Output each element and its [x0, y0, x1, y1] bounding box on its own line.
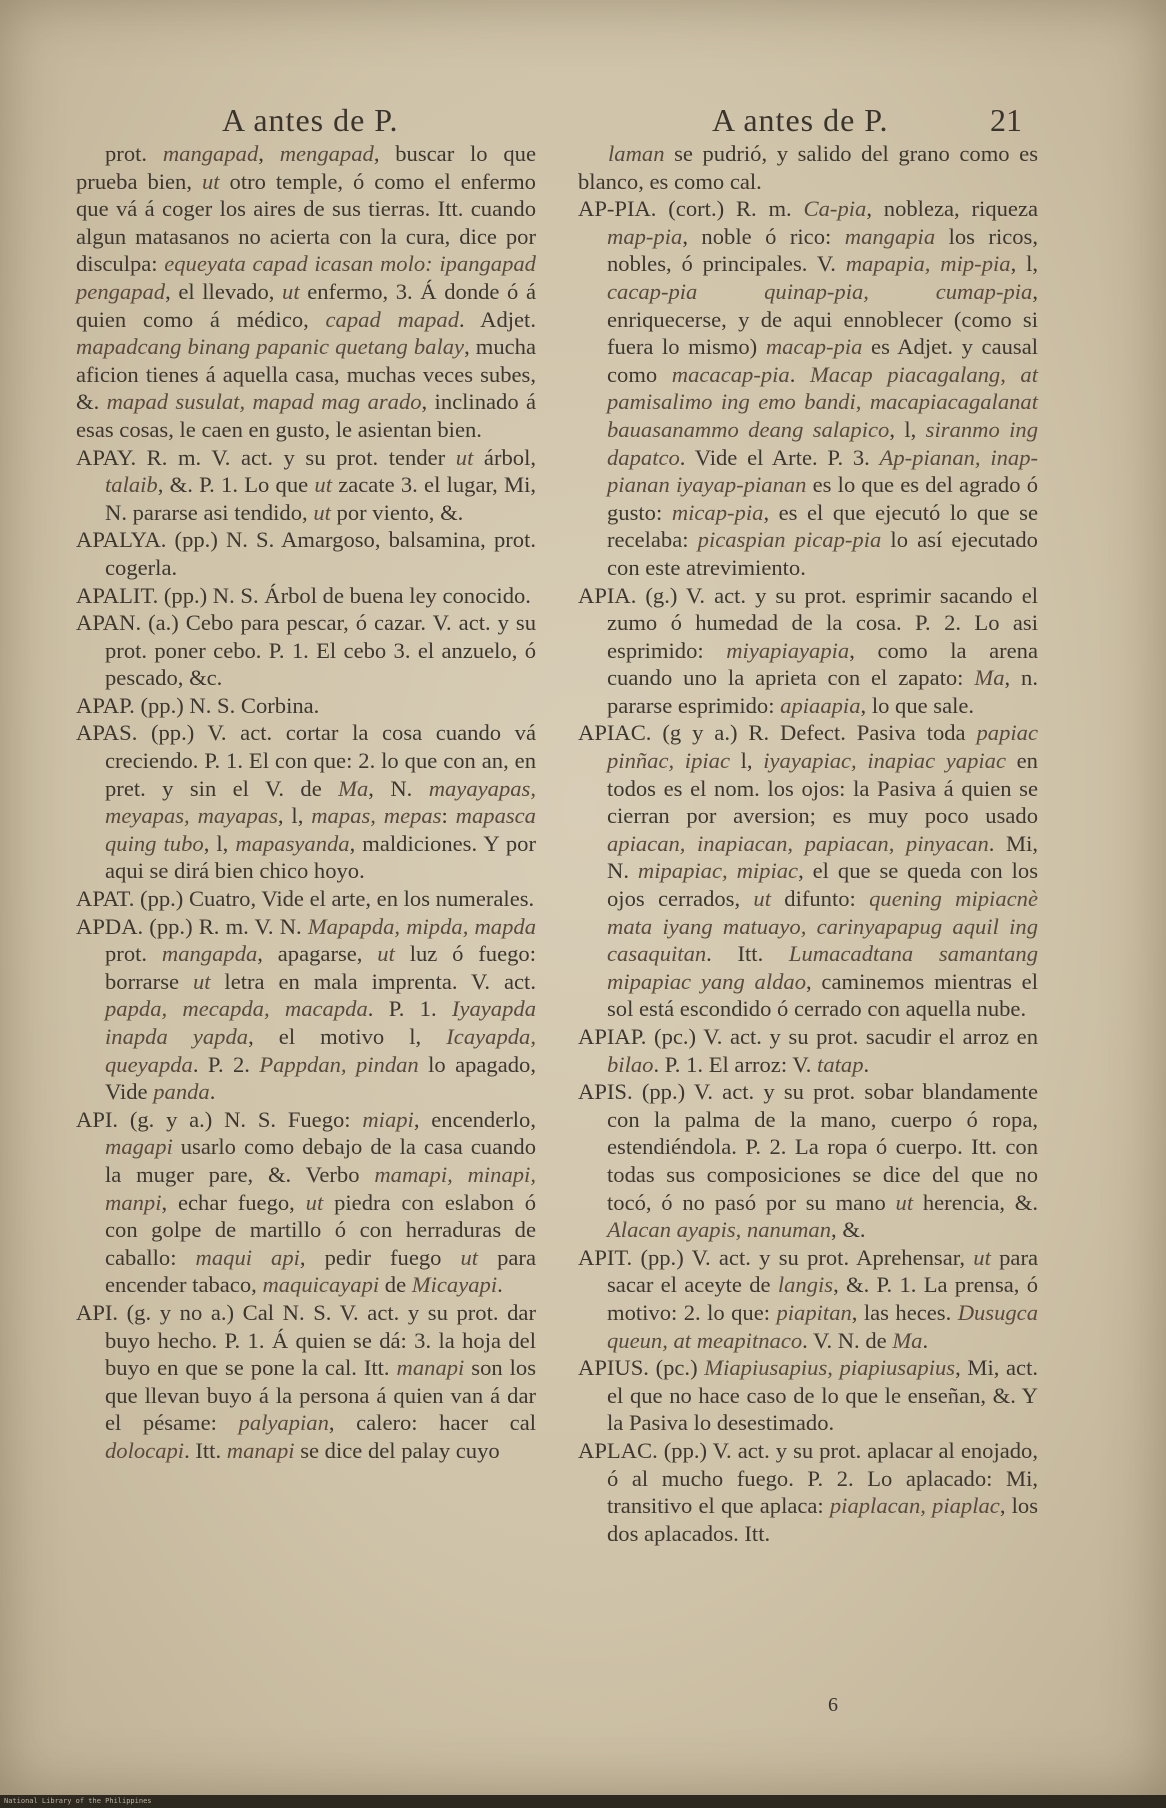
right-column: [578, 140, 1038, 1547]
entry-text: , echar fuego,: [161, 1189, 306, 1215]
entry-term: siranmo ing dapatco: [607, 416, 1038, 470]
entry-text: en todos es el nom. los ojos: la Pasiva á quien se cierran por aversion; es muy poco usado: [607, 748, 1038, 829]
entry-text: , el motivo l,: [248, 1024, 447, 1049]
entry-term: manapi: [396, 1355, 465, 1381]
entry-term: iyayapiac, inapiac yapiac: [763, 748, 1006, 774]
entry-text: es Adjet. y causal como: [607, 334, 1038, 387]
entry-text: prot.: [105, 141, 163, 166]
entry-text: , inclinado á esas cosas, le caen en gusto, le asientan bien.: [76, 389, 536, 442]
entry-term: ut: [377, 941, 395, 967]
entry-text: , l,: [277, 803, 312, 829]
entry-text: .: [497, 1272, 503, 1298]
entry-text: .: [922, 1327, 929, 1353]
entry-text: . Itt.: [706, 941, 789, 967]
entry-text: .: [863, 1051, 870, 1077]
dictionary-entry: [76, 1106, 536, 1299]
entry-term: papda, mecapda, macapda: [105, 996, 368, 1022]
entry-text: , nobleza, riqueza: [866, 196, 1038, 222]
dictionary-entry: [76, 1299, 536, 1465]
entry-term: picaspian picap-pia: [697, 527, 882, 553]
entry-term: Miapiusapius, piapiusapius: [704, 1355, 956, 1381]
entry-term: ut: [314, 472, 332, 498]
entry-term: mipapiac, mipiac: [637, 858, 799, 884]
entry-term: equeyata capad icasan molo: ipangapad pengapad: [76, 251, 536, 304]
entry-text: , &. P. 1. La prensa, ó motivo: 2. lo que:: [607, 1272, 1038, 1325]
entry-term: manapi: [226, 1437, 295, 1463]
entry-text: prot.: [105, 941, 162, 967]
entry-text: API. (g. y no a.) Cal N. S. V. act. y su prot. dar buyo hecho. P. 1. Á quien se dá: 3. la hoja del buyo en que se pone la cal. Itt.: [76, 1299, 536, 1381]
dictionary-entry: [578, 719, 1038, 1023]
entry-text: . Vide el Arte. P. 3.: [679, 444, 880, 470]
entry-term: macap-pia: [765, 334, 863, 360]
entry-text: APAT. (pp.) Cuatro, Vide el arte, en los numerales.: [76, 886, 535, 912]
entry-text: , el que se queda con los ojos cerrados,: [607, 858, 1038, 912]
entry-text: , &. P. 1. Lo que: [157, 472, 315, 498]
entry-term: ut: [753, 886, 771, 912]
entry-term: magapi: [105, 1134, 173, 1160]
entry-text: árbol,: [473, 444, 536, 470]
entry-term: Mapapda, mipda, mapda: [307, 913, 536, 939]
entry-text: se dice del palay cuyo: [294, 1437, 500, 1463]
entry-term: dolocapi: [105, 1437, 185, 1463]
entry-term: mangapad: [162, 141, 259, 166]
entry-text: lo así ejecutado con este atrevimiento.: [607, 527, 1038, 580]
entry-text: , el llevado,: [165, 278, 283, 304]
entry-text: APIS. (pp.) V. act. y su prot. sobar blandamente con la palma de la mano, cuerpo ó ropa, estendiéndola. P. 2. La ropa ó cuerpo. Itt. con todas sus composiciones se dice del que no tocó, ó no pasó por su mano: [578, 1079, 1038, 1215]
entry-text: . P. 1. El arroz: V.: [653, 1051, 818, 1077]
entry-term: map-pia: [607, 223, 683, 249]
entry-term: panda: [153, 1079, 210, 1105]
entry-term: ut: [305, 1189, 324, 1215]
dictionary-entry: [76, 692, 536, 720]
dictionary-entry: [76, 526, 536, 581]
signature-mark: 6: [828, 1694, 838, 1716]
entry-text: APLAC. (pp.) V. act. y su prot. aplacar al enojado, ó al mucho fuego. P. 2. Lo aplacado: Mi, transitivo el que aplaca:: [578, 1437, 1038, 1519]
entry-term: ut: [201, 168, 220, 194]
entry-term: tatap: [817, 1051, 864, 1077]
entry-term: ut: [192, 968, 211, 994]
entry-text: APIAC. (g y a.) R. Defect. Pasiva toda: [578, 720, 977, 746]
entry-term: macacap-pia: [671, 361, 790, 387]
entry-text: luz ó fuego: borrarse: [105, 941, 536, 994]
entry-text: , como la arena cuando uno la aprieta con el zapato:: [607, 637, 1038, 691]
entry-text: APDA. (pp.) R. m. V. N.: [76, 913, 308, 939]
dictionary-entry: [578, 1354, 1038, 1437]
entry-term: Ma: [974, 665, 1005, 691]
entry-text: .: [209, 1079, 216, 1105]
entry-text: , noble ó rico:: [682, 223, 845, 249]
entry-text: .: [789, 361, 810, 387]
entry-text: APIAP. (pc.) V. act. y su prot. sacudir el arroz en: [578, 1024, 1038, 1049]
entry-term: Icayapda, queyapda: [105, 1024, 536, 1077]
entry-term: apiacan, inapiacan, papiacan, pinyacan: [607, 830, 989, 856]
entry-term: mengapad: [279, 141, 374, 166]
entry-term: Lumacadtana samantang mipapiac yang aldao: [607, 941, 1038, 994]
entry-term: mayayapas, meyapas, mayapas: [105, 775, 536, 829]
entry-text: lo apagado, Vide: [105, 1051, 536, 1105]
entry-term: quening mipiacnè mata iyang matuayo, carinyapapug aquil ing casaquitan: [607, 886, 1038, 967]
entry-text: . P. 1.: [367, 996, 452, 1022]
entry-text: , buscar lo que prueba bien,: [76, 141, 536, 194]
left-column: [76, 140, 536, 1465]
entry-term: mapasyanda: [235, 830, 350, 856]
dictionary-entry: [76, 444, 536, 527]
entry-term: ut: [313, 499, 331, 525]
entry-text: son los que llevan buyo á la persona á quien van á dar el pésame:: [105, 1355, 536, 1436]
dictionary-entry: [578, 1244, 1038, 1354]
entry-term: capad mapad: [325, 306, 459, 332]
page-number: 21: [990, 102, 1022, 138]
dictionary-entry: [578, 1078, 1038, 1244]
entry-text: , Mi, act. el que no hace caso de lo que le enseñan, &. Y la Pasiva lo desestimado.: [607, 1355, 1038, 1436]
dictionary-entry: [76, 913, 536, 1106]
entry-text: APIUS. (pc.): [578, 1355, 705, 1381]
entry-text: . Itt.: [184, 1437, 227, 1463]
entry-text: . V. N. de: [802, 1327, 893, 1353]
entry-term: maquicayapi: [262, 1272, 380, 1298]
entry-term: Pappdan, pindan: [259, 1051, 419, 1077]
entry-term: cacap-pia quinap-pia, cumap-pia: [607, 278, 1033, 304]
entry-text: ,: [258, 141, 280, 166]
entry-term: mapas, mepas: [311, 803, 442, 829]
entry-text: letra en mala imprenta. V. act.: [210, 968, 536, 994]
entry-text: zacate 3. el lugar, Mi, N. pararse asi tendido,: [105, 472, 536, 525]
entry-term: palyapian: [238, 1410, 329, 1436]
entry-term: mapapia, mip-pia: [845, 251, 1011, 277]
entry-term: Macap piacagalang, at pamisalimo ing emo bandi, macapiacagalanat bauasanammo deang salapico: [607, 361, 1038, 442]
entry-term: maqui api: [195, 1244, 300, 1270]
entry-text: AP-PIA. (cort.) R. m.: [578, 196, 804, 222]
library-footer: National Library of the Philippines: [0, 1795, 1166, 1808]
entry-term: Iyayapda inapda yapda: [105, 996, 536, 1049]
entry-term: papiac pinñac, ipiac: [607, 720, 1038, 774]
entry-text: , &.: [831, 1217, 866, 1243]
running-header-left: A antes de P.: [222, 102, 399, 138]
entry-text: APALYA. (pp.) N. S. Amargoso, balsamina, prot. cogerla.: [76, 527, 536, 580]
entry-term: bilao: [607, 1051, 654, 1077]
entry-term: piapitan: [776, 1299, 852, 1325]
entry-term: miyapiayapia: [726, 637, 850, 663]
entry-text: , los dos aplacados. Itt.: [607, 1493, 1038, 1546]
entry-text: :: [441, 803, 456, 829]
dictionary-entry: [76, 719, 536, 885]
entry-text: , l,: [203, 830, 236, 856]
entry-text: es lo que es del agrado ó gusto:: [607, 472, 1039, 525]
entry-text: usarlo como debajo de la casa cuando la muger pare, &. Verbo: [105, 1134, 536, 1187]
entry-text: . Adjet.: [459, 306, 536, 332]
entry-term: apiaapia: [780, 692, 861, 718]
dictionary-entry: [578, 195, 1038, 581]
entry-text: APAP. (pp.) N. S. Corbina.: [76, 692, 320, 718]
entry-term: piaplacan, piaplac: [829, 1493, 1000, 1519]
entry-text: , enriquecerse, y de aqui ennoblecer (como si fuera lo mismo): [607, 278, 1038, 360]
entry-text: , apagarse,: [257, 941, 378, 967]
entry-text: APIT. (pp.) V. act. y su prot. Aprehensar,: [578, 1244, 974, 1270]
entry-text: enfermo, 3. Á donde ó á quien como á médico,: [76, 278, 536, 332]
entry-text: APALIT. (pp.) N. S. Árbol de buena ley conocido.: [76, 582, 531, 608]
entry-text: , mucha aficion tienes á aquella casa, muchas veces subes, &.: [76, 334, 536, 415]
entry-text: piedra con eslabon ó con golpe de martillo ó con herraduras de caballo:: [105, 1189, 537, 1270]
entry-text: de: [379, 1272, 412, 1298]
entry-term: ut: [973, 1244, 991, 1270]
entry-term: Ca-pia: [803, 196, 867, 222]
entry-term: mangapia: [844, 223, 936, 249]
entry-term: Ap-pianan, inap-pianan iyayap-pianan: [607, 444, 1039, 498]
entry-text: , l,: [889, 416, 926, 442]
entry-term: ut: [460, 1244, 479, 1270]
entry-text: , encenderlo,: [413, 1106, 536, 1132]
entry-term: miapi: [362, 1106, 414, 1132]
entry-term: laman: [608, 141, 665, 166]
entry-term: Ma: [338, 775, 369, 801]
entry-term: ut: [282, 278, 300, 304]
dictionary-entry: [578, 582, 1038, 720]
entry-text: l,: [729, 748, 764, 774]
entry-term: Dusugca queun, at meapitnaco: [607, 1299, 1039, 1353]
entry-text: los ricos, nobles, ó principales. V.: [607, 223, 1039, 277]
entry-term: mangapda: [161, 941, 258, 967]
entry-text: , caminemos mientras el sol está escondido ó cerrado con aquella nube.: [607, 968, 1038, 1022]
entry-text: . Mi, N.: [607, 830, 1038, 884]
entry-text: por viento, &.: [330, 499, 464, 525]
running-header-right: A antes de P.: [712, 102, 889, 138]
entry-text: , n. pararse esprimido:: [607, 665, 1038, 718]
entry-term: mapasca quing tubo: [105, 803, 536, 856]
entry-term: Alacan ayapis, nanuman: [607, 1217, 832, 1243]
entry-text: , maldiciones. Y por aqui se dirá bien chico hoyo.: [105, 830, 536, 884]
entry-text: API. (g. y a.) N. S. Fuego:: [76, 1106, 363, 1132]
entry-text: , lo que sale.: [860, 692, 975, 718]
entry-term: mapad susulat, mapad mag arado: [106, 389, 422, 415]
entry-text: herencia, &.: [913, 1189, 1038, 1215]
dictionary-entry: [76, 609, 536, 692]
entry-text: se pudrió, y salido del grano como es blanco, es como cal.: [578, 141, 1038, 194]
entry-text: APAN. (a.) Cebo para pescar, ó cazar. V. act. y su prot. poner cebo. P. 1. El cebo 3. el anzuelo, ó pescado, &c.: [76, 610, 536, 691]
entry-text: APAS. (pp.) V. act. cortar la cosa cuando vá creciendo. P. 1. El con que: 2. lo que con an, en pret. y sin el V. de: [76, 720, 536, 801]
entry-term: talaib: [105, 472, 158, 498]
entry-term: langis: [777, 1272, 834, 1298]
entry-text: , pedir fuego: [299, 1244, 461, 1270]
entry-text: , las heces.: [851, 1299, 958, 1325]
entry-text: , calero: hacer cal: [328, 1410, 536, 1436]
entry-text: para encender tabaco,: [105, 1244, 536, 1298]
entry-term: micap-pia: [671, 499, 764, 525]
dictionary-entry: [76, 140, 536, 444]
entry-text: APAY. R. m. V. act. y su prot. tender: [76, 444, 456, 470]
entry-text: , es el que ejecutó lo que se recelaba:: [607, 499, 1039, 553]
entry-text: para sacar el aceyte de: [607, 1244, 1039, 1298]
entry-term: mapadcang binang papanic quetang balay: [76, 334, 465, 360]
dictionary-entry: [578, 1437, 1038, 1547]
entry-text: difunto:: [770, 886, 870, 912]
entry-term: Micayapi: [411, 1272, 498, 1298]
dictionary-entry: [578, 1023, 1038, 1078]
entry-term: mamapi, minapi, manpi: [105, 1161, 536, 1215]
entry-term: Ma: [892, 1327, 923, 1353]
entry-text: otro temple, ó como el enfermo que vá á coger los aires de sus tierras. Itt. cuando algun matasanos no acierta con la cura, dice por disculpa:: [76, 168, 536, 277]
entry-term: ut: [895, 1189, 914, 1215]
entry-text: , l,: [1010, 251, 1038, 277]
dictionary-entry: [578, 140, 1038, 195]
dictionary-entry: [76, 885, 536, 913]
entry-text: , N.: [368, 775, 429, 801]
dictionary-entry: [76, 582, 536, 610]
entry-text: APIA. (g.) V. act. y su prot. esprimir sacando el zumo ó humedad de la cosa. P. 2. Lo asi esprimido:: [578, 582, 1038, 663]
entry-text: . P. 2.: [192, 1051, 260, 1077]
entry-term: ut: [455, 444, 474, 470]
